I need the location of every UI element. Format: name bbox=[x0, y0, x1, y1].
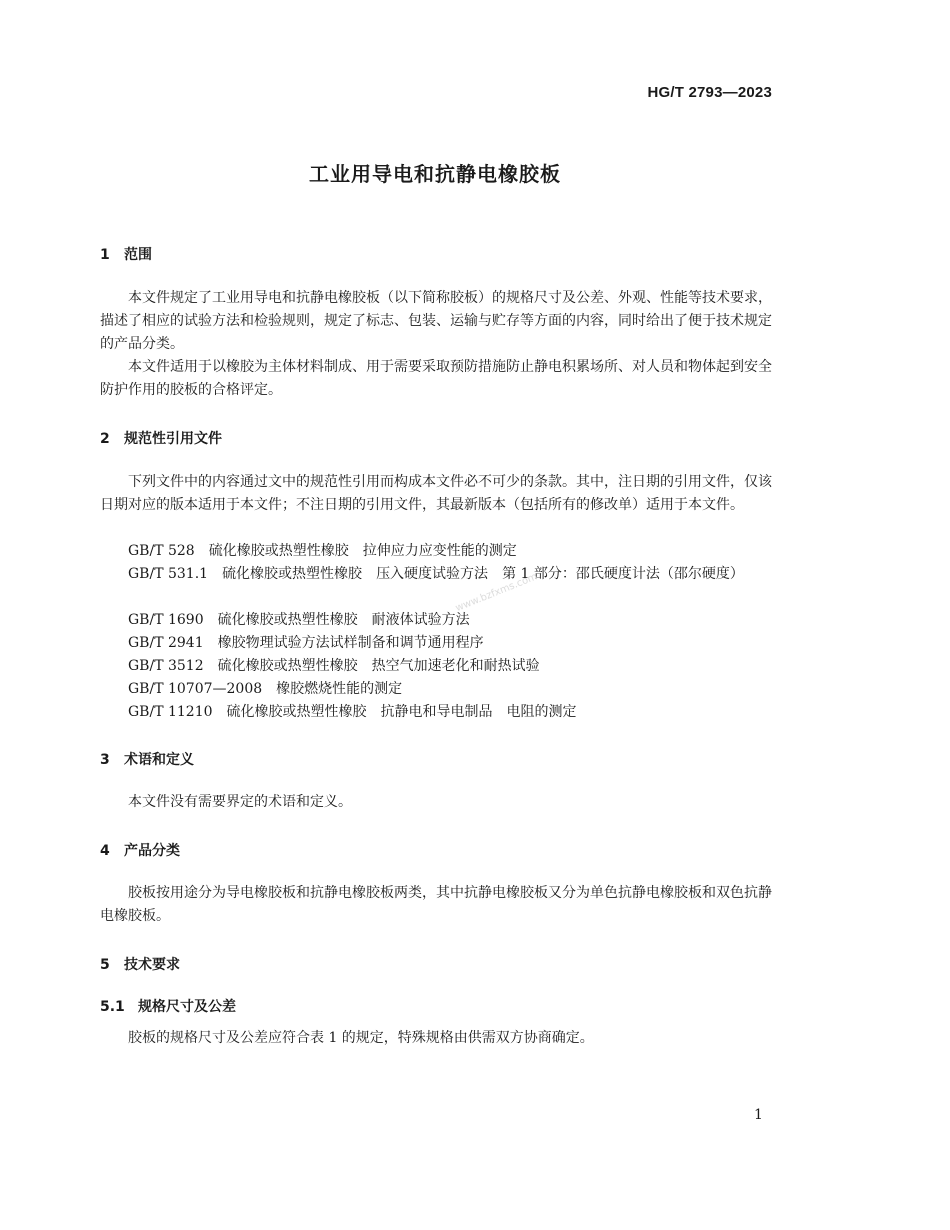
reference-title: 硫化橡胶或热塑性橡胶 bbox=[222, 566, 363, 582]
standard-code: HG/T 2793—2023 bbox=[647, 84, 772, 101]
subsection-title: 规格尺寸及公差 bbox=[138, 999, 236, 1015]
reference-title: 热空气加速老化和耐热试验 bbox=[371, 658, 540, 674]
reference-title: 第 1 部分：邵氏硬度计法（邵尔硬度） bbox=[502, 566, 744, 582]
section-5-heading bbox=[100, 954, 180, 974]
section-number: 2 bbox=[100, 431, 110, 447]
reference-item bbox=[100, 655, 772, 678]
section-1-paragraph-1: 本文件规定了工业用导电和抗静电橡胶板（以下简称胶板）的规格尺寸及公差、外观、性能等技术要求，描述了相应的试验方法和检验规则，规定了标志、包装、运输与贮存等方面的内容，同时给出了便于技术规定的产品分类。 bbox=[100, 290, 772, 352]
reference-code: GB/T 11210 bbox=[128, 704, 213, 720]
document-title: 工业用导电和抗静电橡胶板 bbox=[309, 162, 561, 186]
reference-title: 硫化橡胶或热塑性橡胶 bbox=[217, 612, 358, 628]
section-1-paragraph-2: 本文件适用于以橡胶为主体材料制成、用于需要采取预防措施防止静电积累场所、对人员和物体起到安全防护作用的胶板的合格评定。 bbox=[100, 359, 772, 398]
section-title: 产品分类 bbox=[124, 843, 180, 859]
section-number: 5 bbox=[100, 957, 110, 973]
reference-item bbox=[100, 563, 772, 586]
section-4-heading bbox=[100, 840, 180, 860]
reference-code: GB/T 3512 bbox=[128, 658, 204, 674]
section-title: 范围 bbox=[124, 247, 152, 263]
reference-item bbox=[100, 609, 772, 632]
reference-item bbox=[100, 678, 772, 701]
section-4-paragraph: 胶板按用途分为导电橡胶板和抗静电橡胶板两类，其中抗静电橡胶板又分为单色抗静电橡胶板和双色抗静电橡胶板。 bbox=[100, 885, 772, 924]
reference-code: GB/T 10707—2008 bbox=[128, 681, 263, 697]
section-title: 规范性引用文件 bbox=[124, 431, 222, 447]
reference-title: 压入硬度试验方法 bbox=[376, 566, 489, 582]
section-number: 1 bbox=[100, 247, 110, 263]
page-number: 1 bbox=[754, 1107, 763, 1123]
reference-title: 电阻的测定 bbox=[506, 704, 577, 720]
subsection-5-1-heading bbox=[100, 996, 236, 1016]
section-2-intro: 下列文件中的内容通过文中的规范性引用而构成本文件必不可少的条款。其中，注日期的引用文件，仅该日期对应的版本适用于本文件；不注日期的引用文件，其最新版本（包括所有的修改单）适用于本文件。 bbox=[100, 474, 772, 513]
reference-title: 橡胶物理试验方法试样制备和调节通用程序 bbox=[217, 635, 484, 651]
reference-title: 耐液体试验方法 bbox=[371, 612, 470, 628]
reference-code: GB/T 1690 bbox=[128, 612, 204, 628]
reference-title: 橡胶燃烧性能的测定 bbox=[276, 681, 403, 697]
watermark: www.bzfxms.com bbox=[454, 571, 540, 615]
reference-code: GB/T 531.1 bbox=[128, 566, 209, 582]
reference-code: GB/T 2941 bbox=[128, 635, 204, 651]
reference-item bbox=[100, 540, 772, 563]
section-number: 3 bbox=[100, 752, 110, 768]
reference-title: 抗静电和导电制品 bbox=[380, 704, 493, 720]
section-3-heading bbox=[100, 749, 194, 769]
subsection-number: 5.1 bbox=[100, 999, 125, 1015]
section-2-heading bbox=[100, 428, 222, 448]
reference-title: 硫化橡胶或热塑性橡胶 bbox=[217, 658, 358, 674]
reference-title: 拉伸应力应变性能的测定 bbox=[362, 543, 517, 559]
section-3-paragraph: 本文件没有需要界定的术语和定义。 bbox=[128, 794, 352, 810]
section-1-heading bbox=[100, 244, 152, 264]
section-title: 术语和定义 bbox=[124, 752, 194, 768]
section-title: 技术要求 bbox=[124, 957, 180, 973]
reference-code: GB/T 528 bbox=[128, 543, 195, 559]
reference-item bbox=[100, 632, 772, 655]
reference-item bbox=[100, 701, 772, 724]
subsection-5-1-paragraph: 胶板的规格尺寸及公差应符合表 1 的规定，特殊规格由供需双方协商确定。 bbox=[128, 1030, 594, 1046]
reference-title: 硫化橡胶或热塑性橡胶 bbox=[208, 543, 349, 559]
section-number: 4 bbox=[100, 843, 110, 859]
reference-title: 硫化橡胶或热塑性橡胶 bbox=[226, 704, 367, 720]
